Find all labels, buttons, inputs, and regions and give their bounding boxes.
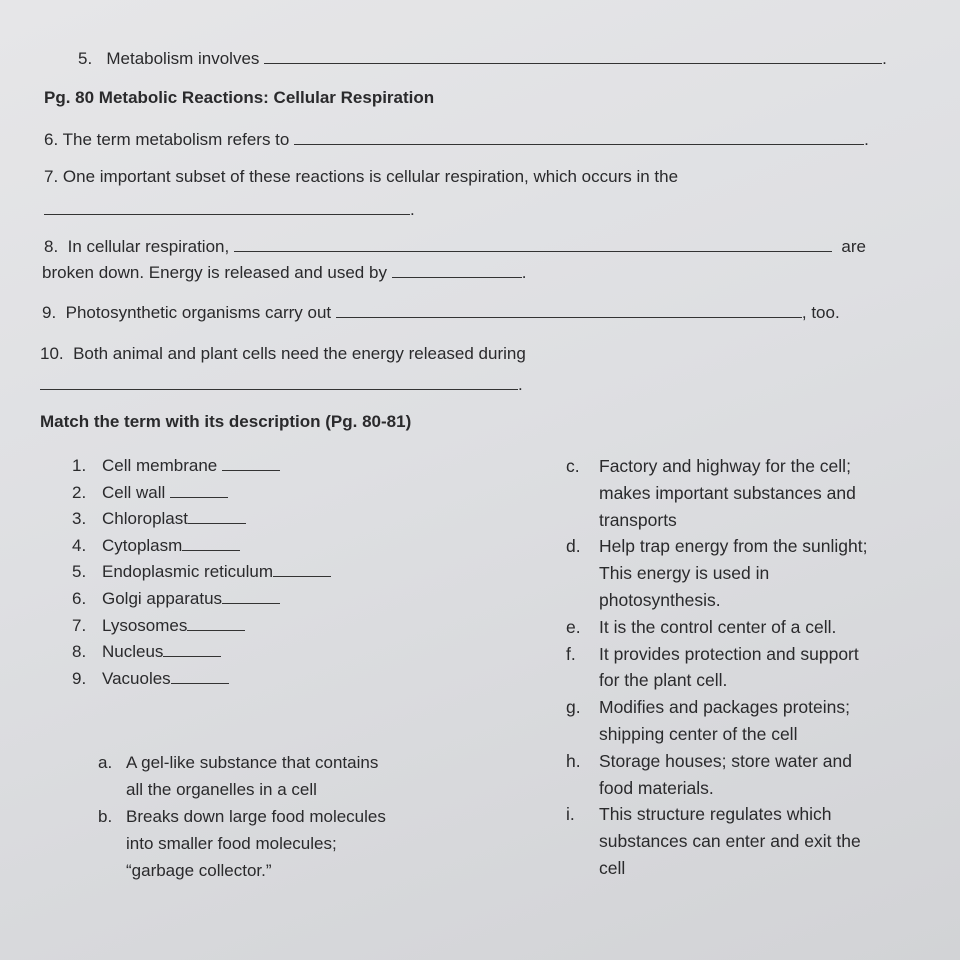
question-number: 9. xyxy=(42,303,57,322)
term-label: Cell membrane xyxy=(102,456,218,475)
match-blank[interactable] xyxy=(188,509,246,524)
question-text: Metabolism involves xyxy=(106,49,260,68)
question-number: 10. xyxy=(40,344,64,363)
question-7-blank-line xyxy=(44,200,415,220)
match-blank[interactable] xyxy=(163,642,221,657)
question-text: The term metabolism refers to xyxy=(62,130,290,149)
question-punct: . xyxy=(410,200,415,219)
description-text: “garbage collector.” xyxy=(126,861,272,880)
question-punct: . xyxy=(518,375,523,394)
description-text: It is the control center of a cell. xyxy=(599,616,837,637)
description-item xyxy=(98,749,386,803)
description-letter: b. xyxy=(98,807,113,826)
term-item: 1. Cell membrane xyxy=(72,453,331,480)
description-text: This energy is used in xyxy=(599,563,770,584)
match-blank[interactable] xyxy=(222,456,280,471)
term-item: 8. Nucleus xyxy=(72,639,331,666)
description-letter: a. xyxy=(98,753,113,772)
term-item: 9. Vacuoles xyxy=(72,666,331,693)
answer-blank[interactable] xyxy=(234,237,832,252)
description-item xyxy=(566,748,867,802)
term-item: 5. Endoplasmic reticulum xyxy=(72,559,331,586)
question-number: 8. xyxy=(44,237,59,256)
term-label: Golgi apparatus xyxy=(102,588,223,608)
description-letter: i. xyxy=(566,804,575,825)
description-text: into smaller food molecules; xyxy=(126,834,337,853)
description-item xyxy=(566,801,867,881)
term-item: 4. Cytoplasm xyxy=(72,533,331,560)
match-blank[interactable] xyxy=(222,589,280,604)
terms-list xyxy=(72,453,331,692)
term-label: Cytoplasm xyxy=(102,535,183,555)
match-blank[interactable] xyxy=(182,536,240,551)
description-text: A gel-like substance that contains xyxy=(126,753,379,772)
question-punct: , too. xyxy=(801,303,840,322)
question-6 xyxy=(44,130,869,150)
question-number: 5. xyxy=(78,49,93,68)
description-text: for the plant cell. xyxy=(599,670,728,691)
term-item: 7. Lysosomes xyxy=(72,613,331,640)
match-blank[interactable] xyxy=(273,562,331,577)
question-text: In cellular respiration, xyxy=(67,237,230,256)
question-punct: . xyxy=(521,263,527,282)
term-label: Chloroplast xyxy=(102,509,188,529)
matching-heading: Match the term with its description (Pg. 80-81) xyxy=(40,412,412,431)
description-text: substances can enter and exit the xyxy=(599,831,861,852)
term-item: 2. Cell wall xyxy=(72,480,331,507)
description-text: food materials. xyxy=(599,777,714,798)
description-item xyxy=(566,614,867,641)
description-item xyxy=(566,453,867,533)
question-10 xyxy=(40,344,526,364)
match-blank[interactable] xyxy=(170,483,228,498)
right-descriptions xyxy=(566,453,867,882)
question-8 xyxy=(44,237,866,257)
answer-blank[interactable] xyxy=(392,263,522,278)
description-text: cell xyxy=(599,857,626,878)
term-label: Lysosomes xyxy=(102,615,188,635)
left-descriptions xyxy=(98,749,386,884)
term-label: Nucleus xyxy=(102,642,164,662)
answer-blank[interactable] xyxy=(294,130,864,145)
description-text: It provides protection and support xyxy=(599,643,859,664)
answer-blank[interactable] xyxy=(40,375,518,390)
term-item: 3. Chloroplast xyxy=(72,506,331,533)
description-item xyxy=(566,533,867,613)
answer-blank[interactable] xyxy=(336,303,802,318)
term-label: Endoplasmic reticulum xyxy=(102,562,274,582)
description-letter: h. xyxy=(566,750,581,771)
match-blank[interactable] xyxy=(187,616,245,631)
description-letter: d. xyxy=(566,536,581,557)
description-letter: e. xyxy=(566,616,581,637)
term-label: Vacuoles xyxy=(102,668,171,688)
question-text: Both animal and plant cells need the energy released during xyxy=(73,344,526,363)
description-item xyxy=(566,694,867,748)
description-letter: c. xyxy=(566,456,580,476)
question-10-blank-line xyxy=(40,375,523,395)
description-text: Storage houses; store water and xyxy=(599,750,852,771)
description-text: This structure regulates which xyxy=(599,804,832,825)
description-letter: g. xyxy=(566,697,581,718)
question-7 xyxy=(44,167,678,187)
answer-blank[interactable] xyxy=(44,200,410,215)
question-punct: . xyxy=(864,130,869,149)
description-letter: f. xyxy=(566,643,576,664)
match-blank[interactable] xyxy=(171,669,229,684)
question-number: 7. xyxy=(44,167,59,186)
term-item: 6. Golgi apparatus xyxy=(72,586,331,613)
description-text: makes important substances and xyxy=(599,482,856,503)
description-text: all the organelles in a cell xyxy=(126,780,317,799)
description-text: Breaks down large food molecules xyxy=(126,807,386,826)
description-text: photosynthesis. xyxy=(599,589,721,610)
question-5 xyxy=(78,49,887,69)
question-punct: . xyxy=(882,49,887,68)
question-text: One important subset of these reactions is cellular respiration, which occurs in the xyxy=(62,167,679,186)
description-text: Help trap energy from the sunlight; xyxy=(599,536,868,557)
description-text: Modifies and packages proteins; xyxy=(599,697,850,718)
description-text: transports xyxy=(599,509,677,530)
question-text: broken down. Energy is released and used by xyxy=(42,263,387,282)
description-text: Factory and highway for the cell; xyxy=(599,456,851,476)
description-text: shipping center of the cell xyxy=(599,723,798,744)
question-text: are xyxy=(841,237,866,256)
question-text: Photosynthetic organisms carry out xyxy=(65,303,332,322)
answer-blank[interactable] xyxy=(264,49,882,64)
question-number: 6. xyxy=(44,130,59,149)
question-9 xyxy=(42,303,840,323)
description-item xyxy=(98,803,386,884)
term-label: Cell wall xyxy=(102,482,166,502)
section-heading: Pg. 80 Metabolic Reactions: Cellular Respiration xyxy=(44,88,435,107)
question-8-line2 xyxy=(42,263,526,283)
description-item xyxy=(566,641,867,695)
